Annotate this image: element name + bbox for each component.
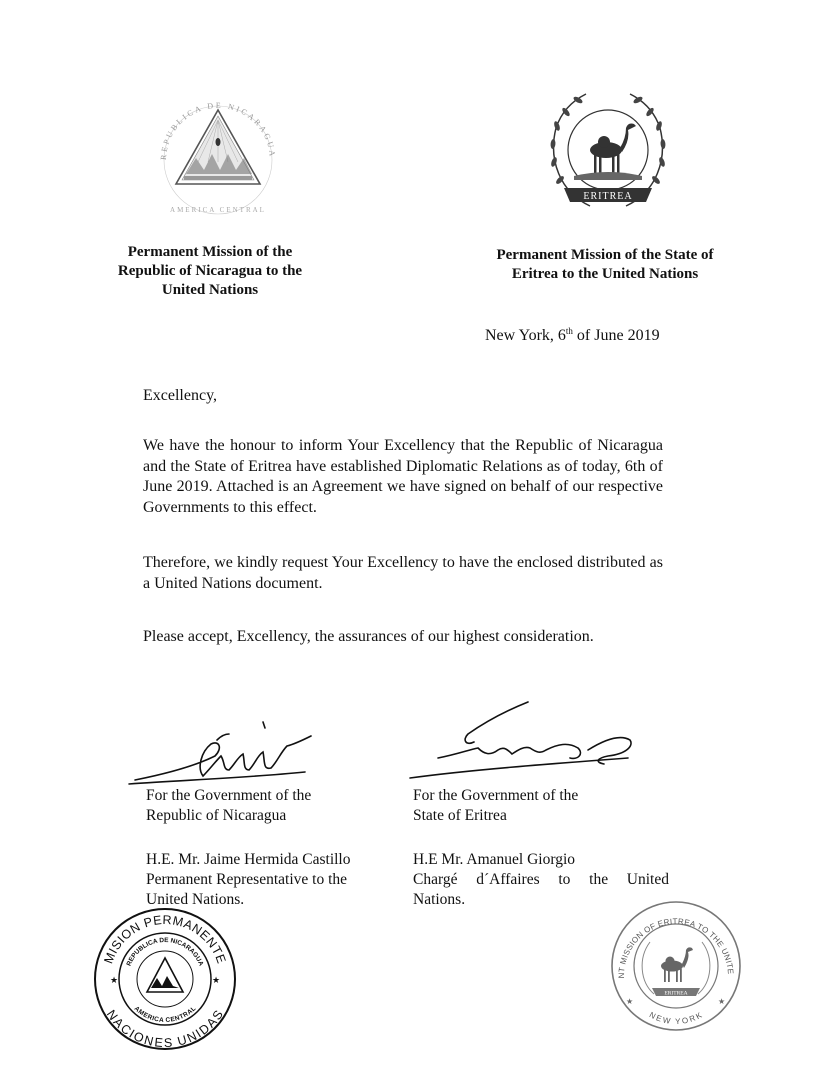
eritrea-stamp-outer-bottom: NEW YORK bbox=[647, 1009, 705, 1026]
nicaragua-ring-text-bottom: AMERICA CENTRAL bbox=[170, 206, 266, 214]
eritrea-signatory-name: H.E Mr. Amanuel Giorgio bbox=[413, 851, 576, 868]
nicaragua-mission-line: Permanent Mission of the bbox=[127, 244, 293, 260]
closing-line: Please accept, Excellency, the assurances of our highest consideration. bbox=[143, 628, 594, 645]
date-rest: of June 2019 bbox=[572, 327, 660, 344]
svg-text:★: ★ bbox=[626, 997, 634, 1006]
eritrea-signatory-title: Chargé d´Affaires to the United bbox=[413, 871, 669, 888]
letter-date bbox=[485, 326, 705, 347]
eritrea-banner-text: ERITREA bbox=[583, 191, 633, 202]
eritrea-mission-heading bbox=[455, 246, 755, 284]
nicaragua-signatory-title: Permanent Representative to the bbox=[146, 871, 348, 888]
eritrea-mission-line: Permanent Mission of the State of bbox=[496, 247, 714, 263]
nicaragua-for-line: Republic of Nicaragua bbox=[146, 807, 287, 824]
eritrea-for-line: State of Eritrea bbox=[413, 807, 507, 824]
eritrea-stamp-outer-top: PERMANENT MISSION OF ERITREA TO THE UNITED NATIONS bbox=[604, 891, 736, 979]
eritrea-stamp-banner: ERITREA bbox=[664, 990, 688, 997]
paragraph-one: We have the honour to inform Your Excellency that the Republic of Nicaragua and the State of Eritrea have established Diplomatic Relations as of today, 6th of June 2019. Attached is an Agreement we have signed on behalf of our respective Governments to this effect. bbox=[143, 437, 663, 516]
nicaragua-mission-line: Republic of Nicaragua to the bbox=[117, 263, 303, 279]
eritrea-coat-of-arms bbox=[542, 88, 674, 220]
svg-text:★: ★ bbox=[110, 976, 119, 986]
eritrea-mission-line: Eritrea to the United Nations bbox=[511, 266, 699, 282]
date-ordinal-suffix: th bbox=[565, 326, 573, 336]
date-prefix: New York, 6 bbox=[485, 327, 566, 344]
nicaragua-stamp-inner-top: REPUBLICA DE NICARAGUA bbox=[125, 936, 205, 968]
nicaragua-ring-text-top: REPUBLICA DE NICARAGUA bbox=[158, 100, 278, 161]
eritrea-signatory-block bbox=[413, 786, 673, 910]
nicaragua-for-line: For the Government of the bbox=[146, 787, 312, 804]
nicaragua-stamp-outer-bottom: NACIONES UNIDAS bbox=[103, 1007, 227, 1050]
eritrea-signatory-title: Nations. bbox=[413, 891, 466, 908]
svg-text:NEW YORK bbox=[648, 1010, 704, 1026]
salutation: Excellency, bbox=[143, 387, 218, 404]
nicaragua-signature bbox=[125, 718, 315, 788]
nicaragua-signatory-title: United Nations. bbox=[146, 891, 245, 908]
paragraph-two: Therefore, we kindly request Your Excellency to have the enclosed distributed as a United Nations document. bbox=[143, 554, 663, 592]
svg-text:AMERICA CENTRAL bbox=[133, 1005, 198, 1024]
nicaragua-mission-line: United Nations bbox=[161, 282, 259, 298]
svg-text:★: ★ bbox=[718, 997, 726, 1006]
nicaragua-mission-heading bbox=[80, 243, 340, 300]
eritrea-mission-stamp bbox=[604, 891, 744, 1034]
nicaragua-stamp-inner-bottom: AMERICA CENTRAL bbox=[132, 1005, 198, 1025]
nicaragua-signatory-name: H.E. Mr. Jaime Hermida Castillo bbox=[146, 851, 351, 868]
nicaragua-signatory-block bbox=[146, 786, 396, 910]
eritrea-for-line: For the Government of the bbox=[413, 787, 579, 804]
svg-text:★: ★ bbox=[212, 976, 221, 986]
nicaragua-stamp-outer-top: MISION PERMANENTE bbox=[101, 912, 229, 966]
nicaragua-coat-of-arms bbox=[148, 92, 288, 222]
nicaragua-mission-stamp bbox=[90, 904, 240, 1054]
svg-text:NACIONES UNIDAS bbox=[104, 1007, 226, 1050]
eritrea-signature bbox=[408, 698, 638, 784]
